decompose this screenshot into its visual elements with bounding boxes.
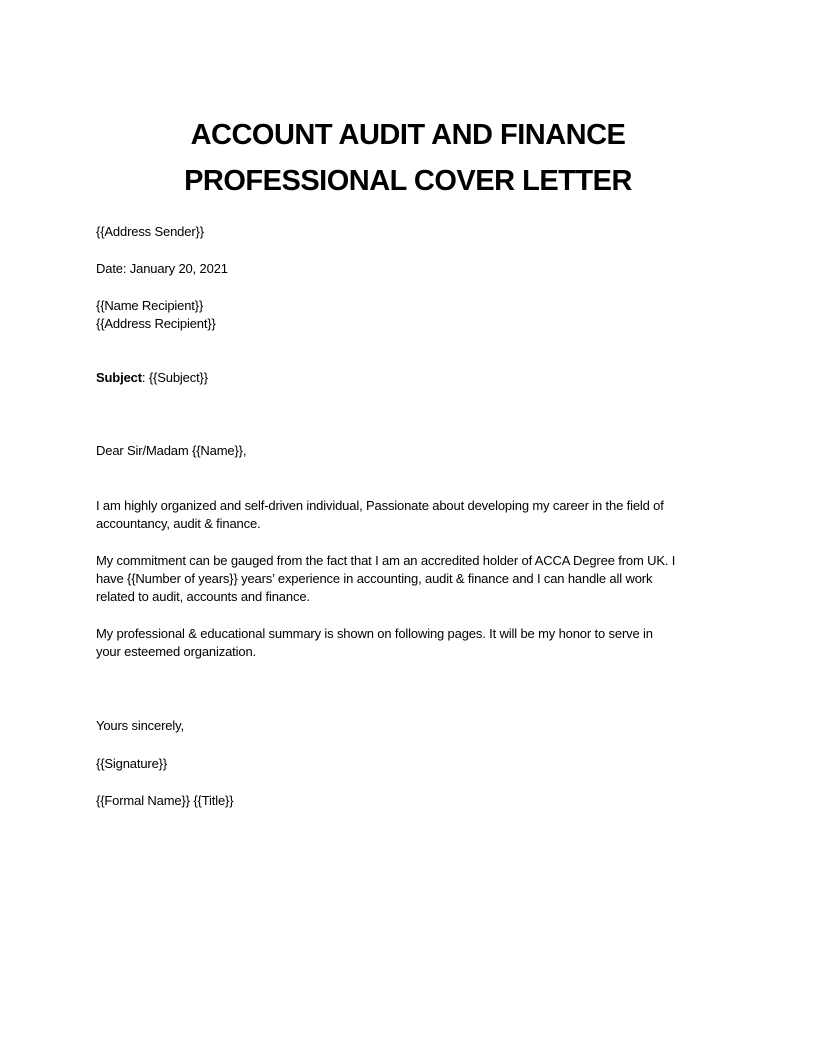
- title-line-2: PROFESSIONAL COVER LETTER: [184, 165, 632, 197]
- signature: {{Signature}}: [96, 756, 168, 771]
- paragraph-line: My professional & educational summary is shown on following pages. It will be my honor to serve in: [96, 626, 653, 641]
- paragraph-line: I am highly organized and self-driven individual, Passionate about developing my career in the field of: [96, 498, 664, 513]
- letter-date: Date: January 20, 2021: [96, 261, 228, 276]
- document-title: [0, 112, 816, 204]
- paragraph-line: accountancy, audit & finance.: [96, 516, 261, 531]
- salutation: Dear Sir/Madam {{Name}},: [96, 443, 247, 458]
- sender-address: {{Address Sender}}: [96, 224, 204, 239]
- subject-line: [96, 369, 208, 387]
- closing: Yours sincerely,: [96, 718, 184, 733]
- paragraph-line: related to audit, accounts and finance.: [96, 589, 310, 604]
- title-line-1: ACCOUNT AUDIT AND FINANCE: [190, 119, 626, 151]
- formal-name-title: {{Formal Name}} {{Title}}: [96, 793, 234, 808]
- subject-label: Subject: [96, 370, 142, 385]
- paragraph-line: My commitment can be gauged from the fact that I am an accredited holder of ACCA Degree from UK. I: [96, 553, 676, 568]
- paragraph-line: your esteemed organization.: [96, 644, 256, 659]
- paragraph-line: have {{Number of years}} years’ experience in accounting, audit & finance and I can handle all work: [96, 571, 653, 586]
- recipient-address: {{Address Recipient}}: [96, 316, 216, 331]
- recipient-name: {{Name Recipient}}: [96, 298, 204, 313]
- subject-value: : {{Subject}}: [141, 370, 208, 385]
